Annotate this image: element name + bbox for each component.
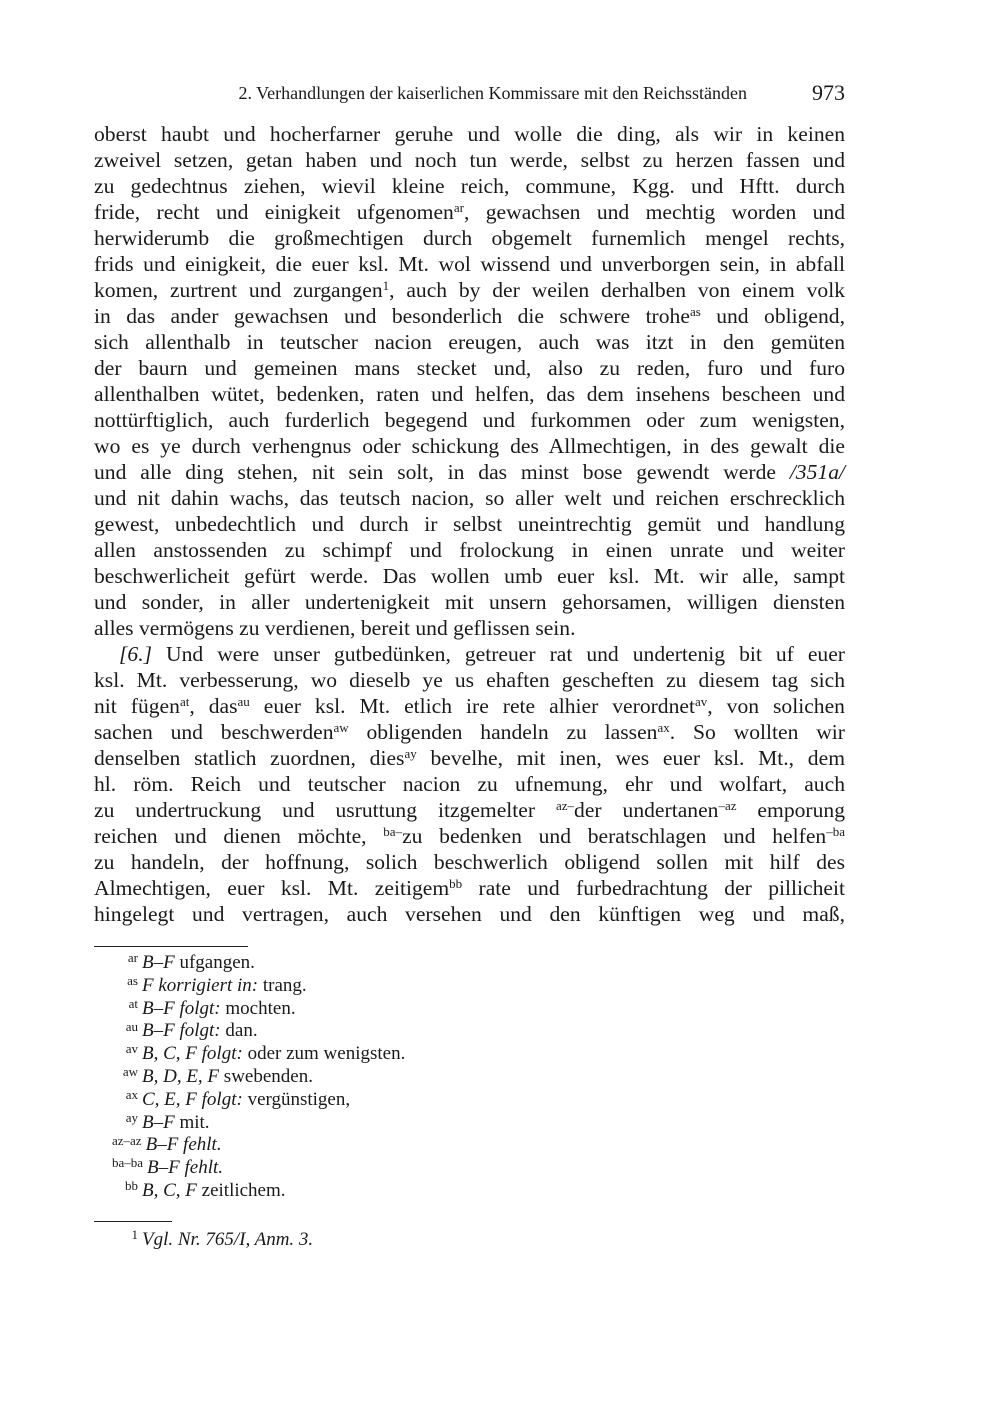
text-line [94, 693, 845, 719]
footnote-text: oder zum wenigsten. [242, 1043, 406, 1065]
footnote-ref[interactable]: az– [556, 797, 575, 813]
footnote-text: mochten. [220, 997, 296, 1019]
text-line [94, 719, 845, 745]
text-line [94, 823, 845, 849]
note: 1 Vgl. Nr. 765/I, Anm. 3. [131, 1227, 314, 1250]
text-run: der undertanen [574, 798, 719, 822]
text-line: frids und einigkeit, die euer ksl. Mt. wol wissend und unverborgen sein, in abfall [94, 252, 845, 276]
text-run: bevelhe, mit inen, wes euer ksl. Mt., dem [416, 746, 845, 770]
text-line: zweivel setzen, getan haben und noch tun werde, selbst zu herzen fassen und [94, 148, 845, 172]
footnote-ref[interactable]: au [237, 693, 250, 709]
footnote-ref[interactable]: –az [718, 797, 737, 813]
text-line: allenthalben wütet, bedenken, raten und helfen, das dem insehens bescheen und [94, 382, 845, 406]
text-run: , das [189, 694, 238, 718]
text-line: und nit dahin wachs, das teutsch nacion, so aller welt und reichen erschrecklich [94, 486, 845, 510]
text-run: fride, recht und einigkeit ufgenomen [94, 200, 454, 224]
section-number: [6.] [119, 642, 153, 666]
footnote-sigla: B–F folgt: [142, 1020, 221, 1042]
footnote-ref[interactable]: av [694, 693, 708, 709]
footnote-text: dan. [220, 1020, 258, 1042]
text-line: wo es ye durch verhengnus oder schickung des Allmechtigen, in des gewalt die [94, 434, 845, 458]
footnote-ref[interactable]: ba– [383, 823, 403, 839]
text-line [94, 745, 845, 771]
footnote-text: mit. [174, 1111, 210, 1133]
text-run: . So wollten wir [669, 720, 845, 744]
footnote-sigla: B–F folgt: [142, 997, 221, 1019]
text-run: emporung [736, 798, 845, 822]
text-line: der baurn und gemeinen mans stecket und, also zu reden, furo und furo [94, 356, 845, 380]
apparatus-footnotes [94, 952, 845, 1203]
text-line: alles vermögens zu verdienen, bereit und geflissen sein. [94, 616, 576, 640]
footnote: ax C, E, F folgt: vergünstigen, [125, 1086, 351, 1110]
footnote-sigla: C, E, F folgt: [142, 1088, 243, 1110]
text-run: reichen und dienen möchte, [94, 824, 384, 848]
footnote-sigla: B, D, E, F [142, 1065, 220, 1087]
footnote-ref[interactable]: ar [453, 199, 464, 215]
footnote: as F korrigiert in: trang. [127, 972, 307, 996]
footnote: ar B–F ufgangen. [127, 950, 255, 973]
footnote: az–az B–F fehlt. [112, 1132, 222, 1156]
footnote: av B, C, F folgt: oder zum wenigsten. [125, 1041, 406, 1065]
page-number: 973 [812, 80, 845, 105]
text-line: oberst haubt und hocherfarner geruhe und wolle die ding, als wir in keinen [94, 122, 845, 146]
running-head [94, 78, 845, 108]
footnote-sigla: B–F [142, 952, 175, 973]
text-line: sich allenthalb in teutscher nacion ereugen, auch was itzt in den gemüten [94, 330, 845, 354]
text-run: denselben statlich zuordnen, dies [94, 746, 405, 770]
footnote: bb B, C, F zeitlichem. [125, 1178, 286, 1201]
text-run: komen, zurtrent und zurgangen [94, 278, 383, 302]
text-line: gewest, unbedechtlich und durch ir selbst uneintrechtig gemüt und handlung [94, 512, 845, 536]
text-run: , gewachsen und mechtig worden und [463, 200, 846, 224]
footnote-text: trang. [258, 974, 307, 996]
text-run: rate und furbedrachtung der pillicheit [462, 876, 845, 900]
text-line: hingelegt und vertragen, auch versehen und den künftigen weg und maß, [94, 902, 845, 926]
text-line [94, 875, 845, 901]
text-line: herwiderumb die großmechtigen durch obgemelt furnemlich mengel rechts, [94, 226, 845, 250]
footnote-divider [94, 946, 248, 947]
body-text [94, 121, 845, 927]
footnote-text: swebenden. [219, 1065, 313, 1087]
footnote-ref[interactable]: at [179, 693, 190, 709]
footnote-text: vergünstigen, [242, 1088, 351, 1110]
text-run: zu bedenken und beratschlagen und helfen [402, 824, 827, 848]
footnote: ay B–F mit. [125, 1109, 210, 1133]
footnote-ref[interactable]: ax [657, 719, 670, 735]
footnote-ref[interactable]: aw [333, 719, 349, 735]
text-line: allen anstossenden zu schimpf und frolockung in einen unrate und weiter [94, 538, 845, 562]
running-title: 2. Verhandlungen der kaiserlichen Kommissare mit den Reichsständen [238, 83, 747, 103]
footnote-ref[interactable]: ay [404, 745, 417, 761]
text-run: sachen und beschwerden [94, 720, 334, 744]
text-run: und alle ding stehen, nit sein solt, in das minst bose gewendt werde [94, 460, 790, 484]
text-run: zu undertruckung und usruttung itzgemelter [94, 798, 556, 822]
text-line: nottürftiglich, auch furderlich begegend und furkommen oder zum wenigsten, [94, 408, 845, 432]
text-line: ksl. Mt. verbesserung, wo dieselb ye us ehaften gescheften zu diesem tag sich [94, 668, 845, 692]
text-run: euer ksl. Mt. etlich ire rete alhier verordnet [249, 694, 695, 718]
text-line [94, 303, 845, 329]
text-run: und obligend, [700, 304, 846, 328]
text-run: nit fügen [94, 694, 180, 718]
text-run: Almechtigen, euer ksl. Mt. zeitigem [94, 876, 450, 900]
text-run: Und were unser gutbedünken, getreuer rat und undertenig bit uf euer [152, 642, 845, 666]
text-line: und sonder, in aller undertenigkeit mit unsern gehorsamen, willigen diensten [94, 590, 845, 614]
text-run: , von solichen [707, 694, 845, 718]
footnote-sigla: B, C, F folgt: [142, 1043, 243, 1065]
footnote-sigla: B–F fehlt. [145, 1134, 222, 1156]
text-line: zu handeln, der hoffnung, solich beschwerlich obligend sollen mit hilf des [94, 850, 845, 874]
text-line [94, 199, 845, 225]
text-line [94, 459, 845, 485]
footnote-ref[interactable]: as [689, 303, 701, 319]
text-line [94, 277, 845, 303]
note-text: Vgl. Nr. 765/I, Anm. 3. [142, 1229, 314, 1250]
text-line: beschwerlicheit gefürt werde. Das wollen umb euer ksl. Mt. wir alle, sampt [94, 564, 845, 588]
footnote-sigla: B–F [142, 1111, 175, 1133]
footnote: at B–F folgt: mochten. [128, 995, 296, 1019]
footnote-text: zeitlichem. [196, 1179, 286, 1201]
footnote-sigla: B–F fehlt. [147, 1157, 224, 1179]
note-ref[interactable]: 1 [382, 277, 390, 293]
footnote-sigla: F korrigiert in: [142, 974, 259, 996]
footnote-ref[interactable]: –ba [826, 823, 845, 839]
footnote: au B–F folgt: dan. [125, 1018, 258, 1042]
text-run: , auch by der weilen derhalben von einem volk [389, 278, 846, 302]
footnote-sigla: B, C, F [142, 1179, 197, 1201]
text-run: obligenden handeln zu lassen [348, 720, 658, 744]
text-line: zu gedechtnus ziehen, wievil kleine reich, commune, Kgg. und Hftt. durch [94, 174, 845, 198]
text-run: in das ander gewachsen und besonderlich die schwere trohe [94, 304, 690, 328]
footnote-ref[interactable]: bb [449, 875, 463, 891]
folio-marker: /351a/ [789, 460, 845, 484]
footnote-text: ufgangen. [174, 952, 255, 973]
text-line [94, 641, 845, 667]
notes-divider [94, 1221, 172, 1222]
footnote: aw B, D, E, F swebenden. [122, 1064, 313, 1087]
text-line: hl. röm. Reich und teutscher nacion zu ufnemung, ehr und wolfart, auch [94, 772, 845, 796]
text-line [94, 797, 845, 823]
footnote: ba–ba B–F fehlt. [112, 1155, 224, 1179]
commentary-notes [94, 1228, 845, 1252]
